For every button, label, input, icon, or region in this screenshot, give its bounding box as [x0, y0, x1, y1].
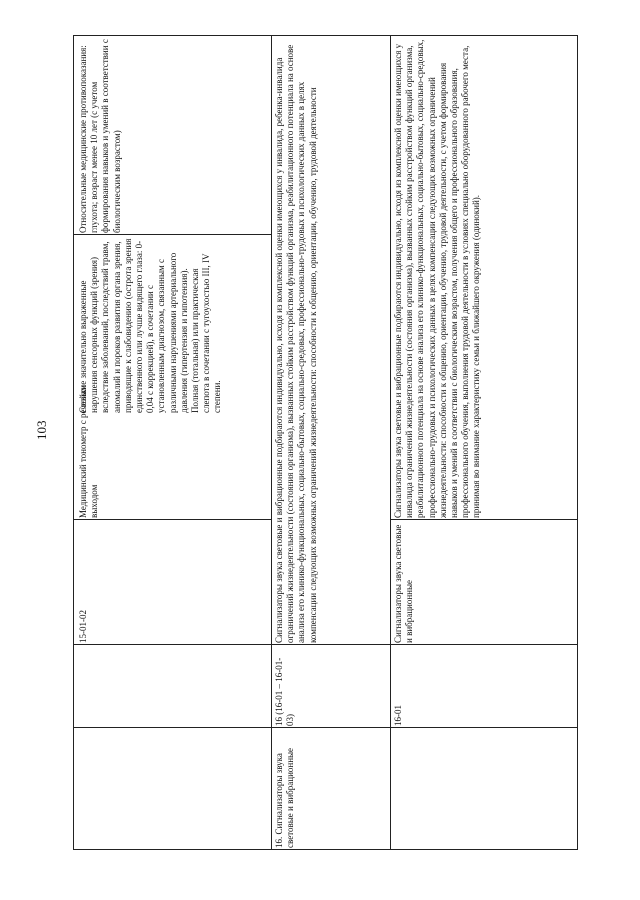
code-cell: 16-01 [393, 705, 403, 726]
merged-description-cell: Сигнализаторы звука световые и вибрационные подбираются индивидуально, исходя из комплексной оценки имеющихся у инвалида ограничений жизнедеятельности (состояния организма), вызванных стойким расстройством функций организма, реабилитационного потенциала на основе анализа его клинико-функциональных, социально-бытовых, социально-средовых, профессионально-трудовых и психологических данных в целях компенсации следующих возможных ограничений жизнедеятельности: способности к общению, ориентации, обучению, трудовой деятельности, с учетом формирования навыков и умений в соответствии с биологическим возрастом, получения общего и профессионального образования, профессионального обучения, выполнения трудовой деятельности в условиях специально оборудованного рабочего места, принимая во внимание характеристику семьи и ближайшего окружения (одинокий). [393, 39, 482, 518]
merged-description-cell: Сигнализаторы звука световые и вибрационные подбираются индивидуально, исходя из комплексной оценки имеющихся у инвалида, ребенка-инвалида ограничений жизнедеятельности (состояния организма), вызванных стойким расстройством функций организма, реабилитационного потенциала на основе анализа его клинико-функциональных, социально-бытовых, социально-средовых, профессионально-трудовых и психологических данных в целях компенсации следующих возможных ограничений жизнедеятельности: способности к общению, ориентации, обучению, трудовой деятельности [274, 44, 318, 643]
page-number: 103 [34, 420, 49, 440]
contraindications-cell: Относительные медицинские противопоказания: глухота; возраст менее 10 лет (с учетом формирования навыков и умений в соответствии с биологическим возрастом) [78, 39, 122, 233]
device-cell: Медицинский тонометр с речевым выходом [78, 385, 100, 518]
group-name-cell: 16. Сигнализаторы звука световые и вибрационные [274, 747, 296, 848]
requirements-table [73, 35, 578, 850]
code-cell: 16 (16-01 – 16-01-03) [274, 657, 296, 726]
indications-extra-text: Полная (тотальная) или практическая слепота в сочетании с тугоухостью III, IV степени. [190, 253, 223, 413]
code-cell: 15-01-02 [78, 610, 88, 643]
device-cell: Сигнализаторы звука световые и вибрационные [393, 524, 415, 643]
indications-text: Стойкие значительно выраженные нарушения сенсорных функций (зрения) вследствие заболеваний, последствий травм, аномалий и пороков развития органа зрения, приводящие к слабовидению (острота зрения единственного или лучше видящего глаза: 0-0,04 с коррекцией), в сочетании с установленным диагнозом, связанным с различными нарушениями артериального давления (гипертензия и гипотензия). [78, 238, 189, 413]
indications-cell [77, 235, 267, 415]
